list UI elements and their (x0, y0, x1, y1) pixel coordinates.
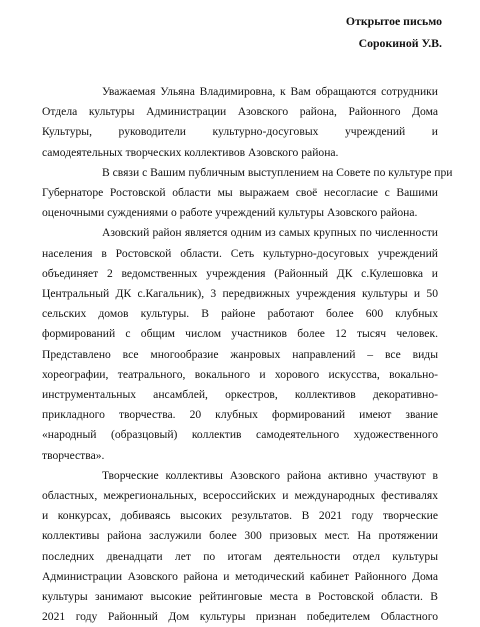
paragraph-line: областных, межрегиональных, всероссийских и международных фестивалях (42, 489, 438, 503)
paragraph-line: населения в Ростовской области. Сеть культурно-досуговых учреждений (42, 246, 438, 260)
paragraph-4 (42, 466, 438, 627)
paragraph-line: оценочными суждениями о работе учреждений культуры Азовского района. (42, 206, 418, 220)
paragraph-line: Азовский район является одним из самых крупных по численности (102, 226, 438, 240)
letter-body (42, 82, 453, 627)
paragraph-line: формирований с общим числом участников более 12 тысяч человек. (42, 327, 438, 341)
paragraph-line: Представлено все многообразие жанровых направлений – все виды (42, 347, 438, 361)
paragraph-line: последних двенадцати лет по итогам деятельности отдел культуры (42, 549, 438, 563)
paragraph-1 (42, 82, 438, 163)
paragraph-line: Администрации Азовского района и методический кабинет Районного Дома (42, 569, 438, 583)
paragraph-line: Творческие коллективы Азовского района активно участвуют в (102, 468, 438, 482)
paragraph-line: В связи с Вашим публичным выступлением на Совете по культуре при (102, 165, 453, 179)
paragraph-line: Центральный ДК с.Кагальник), 3 передвижных учреждения культуры и 50 (42, 287, 438, 301)
paragraph-line: 2021 году Районный Дом культуры признан победителем Областного (42, 610, 438, 624)
paragraph-line: хореографии, театрального, вокального и хорового искусства, вокально- (42, 367, 438, 381)
paragraph-line: инструментальных ансамблей, оркестров, коллективов декоративно- (42, 388, 438, 402)
paragraph-line: Отдела культуры Администрации Азовского района, Районного Дома (42, 105, 438, 119)
paragraph-line: Уважаемая Ульяна Владимировна, к Вам обращаются сотрудники (102, 85, 438, 98)
paragraph-line: и конкурсах, добиваясь высоких результатов. В 2021 году творческие (42, 509, 438, 523)
paragraph-line: творчества». (42, 448, 105, 462)
paragraph-line: самодеятельных творческих коллективов Азовского района. (42, 145, 339, 159)
paragraph-line: «народный (образцовый) коллектив самодеятельного художественного (42, 428, 438, 442)
paragraph-line: культуры занимают высокие рейтинговые места в Ростовской области. В (42, 590, 438, 604)
paragraph-3 (42, 223, 438, 465)
paragraph-line: прикладного творчества. 20 клубных формирований имеют звание (42, 408, 438, 422)
paragraph-line: коллективы района заслужили более 300 призовых мест. На протяжении (42, 529, 438, 543)
paragraph-line: объединяет 2 ведомственных учреждения (Районный ДК с.Кулешовка и (42, 266, 438, 280)
header-title: Открытое письмо (345, 14, 442, 28)
paragraph-2 (42, 163, 453, 224)
paragraph-line: Губернаторе Ростовской области мы выражаем своё несогласие с Вашими (42, 186, 438, 200)
paragraph-line: сельских домов культуры. В районе работают более 600 клубных (42, 307, 438, 321)
letter-header (346, 10, 442, 54)
paragraph-line: Культуры, руководители культурно-досуговых учреждений и (42, 125, 438, 139)
header-addressee: Сорокиной У.В. (358, 36, 442, 50)
